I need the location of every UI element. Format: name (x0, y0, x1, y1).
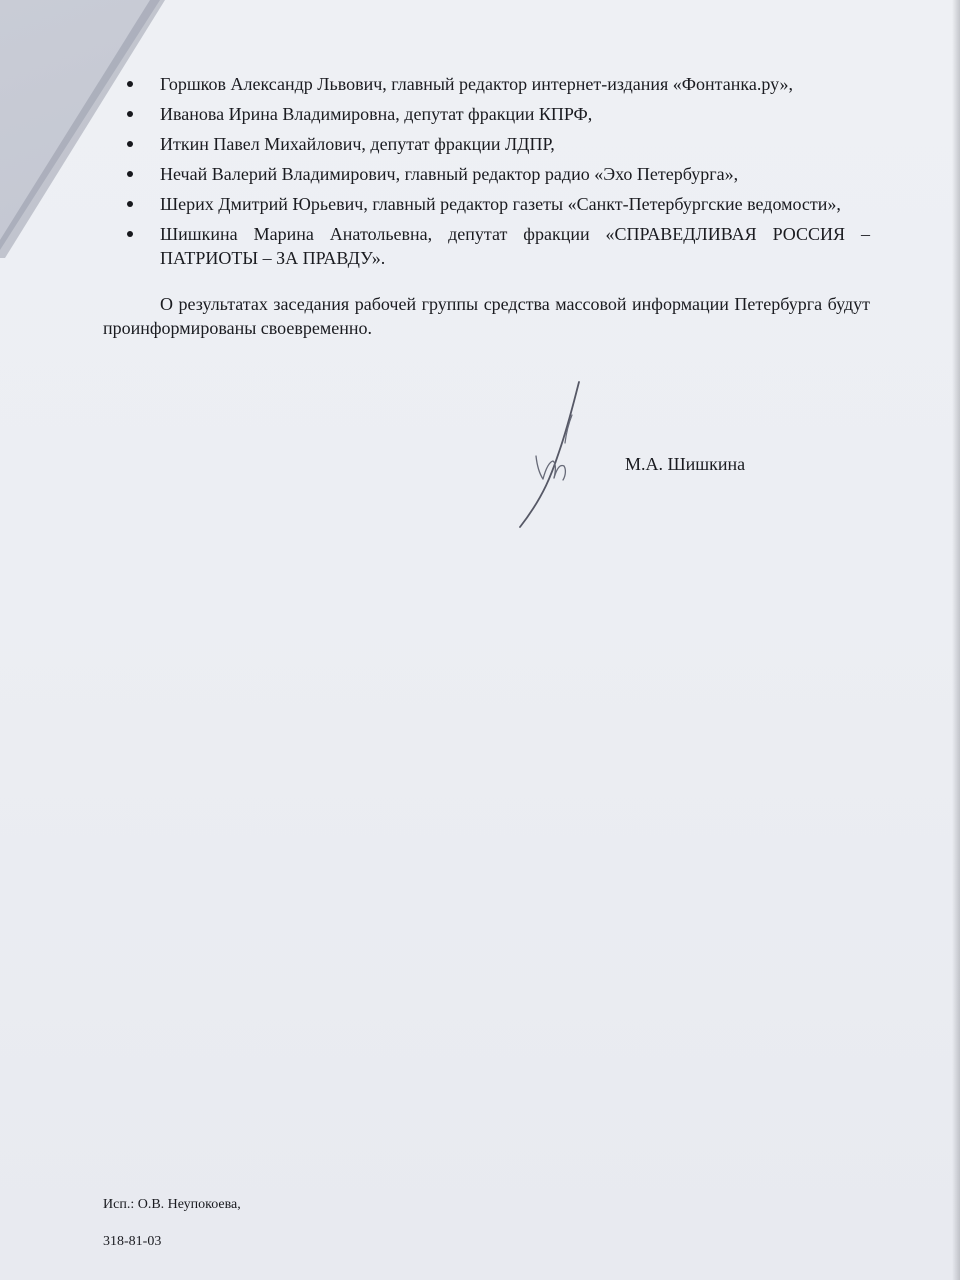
list-item-text: Иванова Ирина Владимировна, депутат фракции КПРФ, (160, 104, 593, 124)
executor-line: Исп.: О.В. Неупокоева, (103, 1197, 241, 1212)
list-item (103, 162, 870, 186)
list-item (103, 132, 870, 156)
phone-number: 318-81-03 (103, 1234, 162, 1249)
list-item-text: Шишкина Марина Анатольевна, депутат фракции «СПРАВЕДЛИВАЯ РОССИЯ – ПАТРИОТЫ – ЗА ПРАВДУ». (160, 224, 870, 268)
bullet-icon (127, 81, 133, 87)
list-item-text: Нечай Валерий Владимирович, главный редактор радио «Эхо Петербурга», (160, 164, 739, 184)
signature-block (510, 370, 810, 540)
bullet-icon (127, 141, 133, 147)
closing-paragraph: О результатах заседания рабочей группы средства массовой информации Петербурга будут проинформированы своевременно. (103, 294, 870, 338)
list-item (103, 72, 870, 96)
list-item-text: Иткин Павел Михайлович, депутат фракции ЛДПР, (160, 134, 555, 154)
members-list (103, 72, 870, 270)
bullet-icon (127, 111, 133, 117)
list-item (103, 222, 870, 270)
list-item (103, 102, 870, 126)
list-item (103, 192, 870, 216)
signer-name: М.А. Шишкина (625, 454, 746, 474)
page-right-shadow (952, 0, 960, 1280)
list-item-text: Горшков Александр Львович, главный редактор интернет-издания «Фонтанка.ру», (160, 74, 794, 94)
bullet-icon (127, 231, 133, 237)
bullet-icon (127, 201, 133, 207)
handwritten-signature-icon (510, 370, 600, 535)
bullet-icon (127, 171, 133, 177)
list-item-text: Шерих Дмитрий Юрьевич, главный редактор газеты «Санкт-Петербургские ведомости», (160, 194, 841, 214)
document-content (103, 72, 870, 340)
